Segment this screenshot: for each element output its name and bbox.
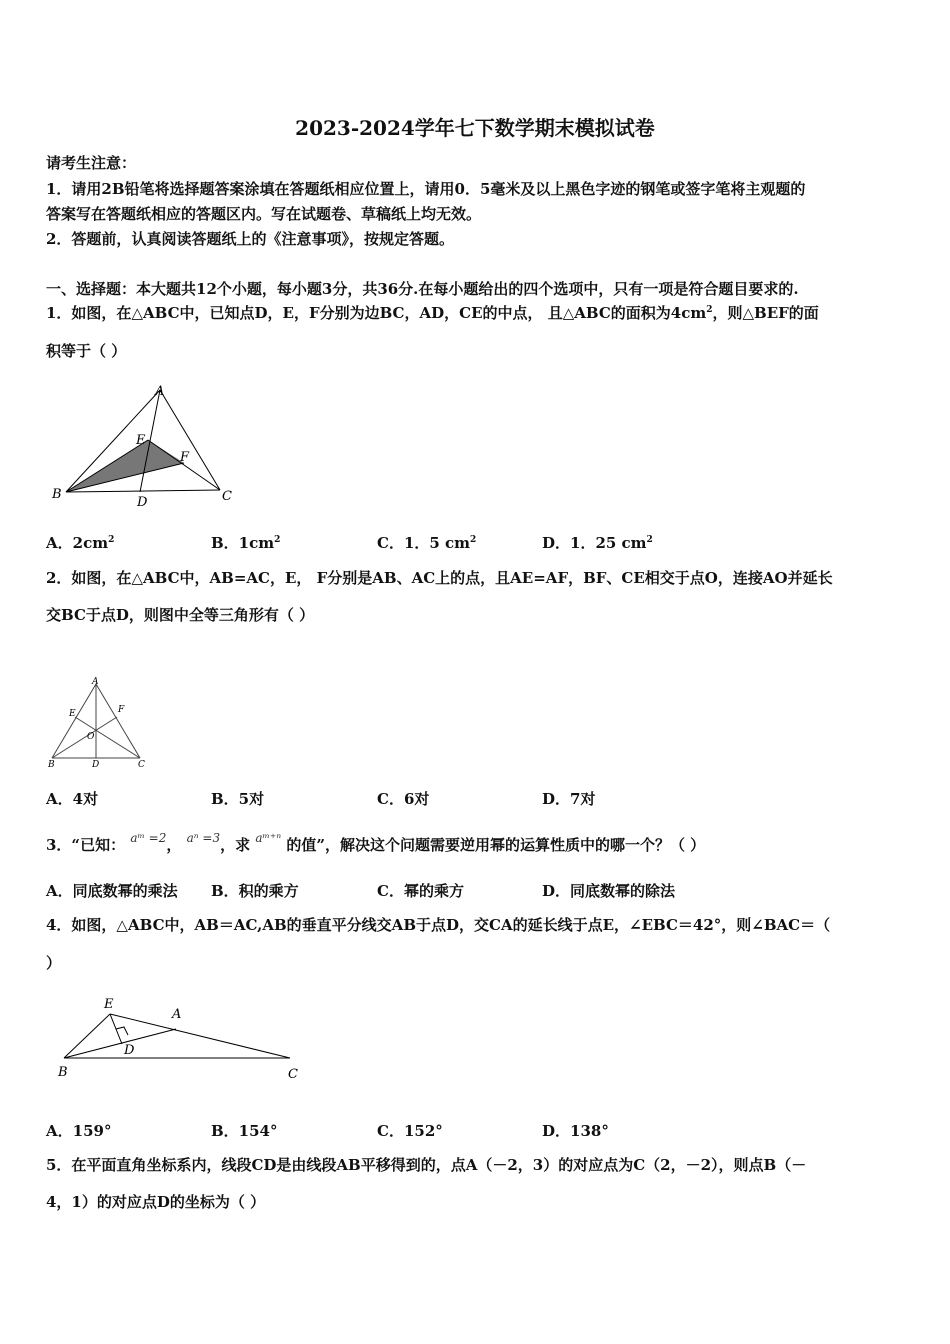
q2-figure [44,676,164,771]
q3-option-b[interactable]: B．积的乘方 [211,882,299,900]
q1-figure [40,378,250,513]
label-d: D [137,495,148,510]
q2-option-b[interactable]: B．5对 [211,790,265,808]
segment-be [64,1014,110,1058]
label-d: D [124,1043,135,1058]
q2-option-d[interactable]: D．7对 [542,790,596,808]
segment-ac [160,390,220,490]
section-heading: 一、选择题：本大题共12个小题，每小题3分，共36分.在每小题给出的四个选项中，只有一项是符合题目要求的. [46,280,799,298]
q4-text-line2: ） [46,954,62,972]
q1-option-a[interactable]: A．$2cm^2$ [46,534,115,552]
segment-ba [64,1029,176,1058]
q4-figure [44,990,314,1090]
q4-option-d[interactable]: D．138° [542,1122,609,1140]
segment-bc [66,490,220,492]
q1-text-line1: 1．如图，在△ABC中，已知点D，E，F分别为边BC，AD，CE的中点， 且△ABC的面积为$4cm^2$，则△BEF的面 [46,304,819,322]
label-c: C [138,760,145,770]
q3-option-c[interactable]: C．幂的乘方 [377,882,464,900]
q4-text-line1: 4．如图，△ABC中，AB＝AC,AB的垂直平分线交AB于点D，交CA的延长线于点E，∠EBC＝42°，则∠BAC＝（ [46,916,831,934]
q5-text-line2: 4，1）的对应点D的坐标为（ ） [46,1193,266,1211]
q1-option-d[interactable]: D．1．25 $cm^2$ [542,534,653,552]
segment-ab [52,684,96,758]
label-o: O [87,732,95,742]
expr-a-m: aᵐ =2 [130,831,167,845]
label-d: D [92,760,100,770]
label-e: E [69,709,76,719]
q2-option-c[interactable]: C．6对 [377,790,430,808]
expr-a-n: aⁿ =3 [186,831,221,845]
notice-heading: 请考生注意： [46,154,137,172]
label-c: C [288,1067,298,1082]
label-e: E [136,433,146,448]
q1-text-line2: 积等于（ ） [46,342,127,360]
label-e: E [104,997,114,1012]
q1-option-c[interactable]: C．1．5 $cm^2$ [377,534,477,552]
q5-text-line1: 5．在平面直角坐标系内，线段CD是由线段AB平移得到的，点A（－2，3）的对应点为C（2，－2），则点B（－ [46,1156,807,1174]
q2-option-a[interactable]: A．4对 [46,790,99,808]
label-a: A [172,1007,182,1022]
label-b: B [58,1065,68,1080]
q4-option-a[interactable]: A．159° [46,1122,112,1140]
label-a: A [155,384,165,399]
expr-a-m-plus-n: aᵐ⁺ⁿ [255,831,282,845]
q4-option-c[interactable]: C．152° [377,1122,443,1140]
segment-ec [110,1014,290,1058]
page-title: 2023-2024学年七下数学期末模拟试卷 [295,116,655,140]
q2-text-line1: 2．如图，在△ABC中，AB=AC，E， F分别是AB、AC上的点，且AE=AF，BF、CE相交于点O，连接AO并延长 [46,569,833,587]
q4-option-b[interactable]: B．154° [211,1122,278,1140]
label-f: F [180,450,190,465]
label-b: B [52,487,62,502]
q3-option-a[interactable]: A．同底数幂的乘法 [46,882,178,900]
label-a: A [92,677,99,687]
notice-item-2: 2．答题前，认真阅读答题纸上的《注意事项》，按规定答题。 [46,230,454,248]
q1-option-b[interactable]: B．$1cm^2$ [211,534,281,552]
notice-item-1b: 答案写在答题纸相应的答题区内。写在试题卷、草稿纸上均无效。 [46,205,482,223]
label-f: F [118,705,125,715]
label-b: B [48,760,55,770]
q2-text-line2: 交BC于点D，则图中全等三角形有（ ） [46,606,315,624]
q3-option-d[interactable]: D．同底数幂的除法 [542,882,676,900]
q3-text: 3．“已知： $^{aᵐ =2}$， $^{a^n =3}$，求 $^{aᵐ^{+n}}$ 的值”，解决这个问题需要逆用幂的运算性质中的哪一个？（ ） [46,831,706,854]
label-c: C [222,489,232,504]
notice-item-1a: 1．请用2B铅笔将选择题答案涂填在答题纸相应位置上，请用0．5毫米及以上黑色字迹的钢笔或签字笔将主观题的 [46,180,806,198]
segment-ac [96,684,140,758]
shaded-triangle-bef [66,440,184,492]
